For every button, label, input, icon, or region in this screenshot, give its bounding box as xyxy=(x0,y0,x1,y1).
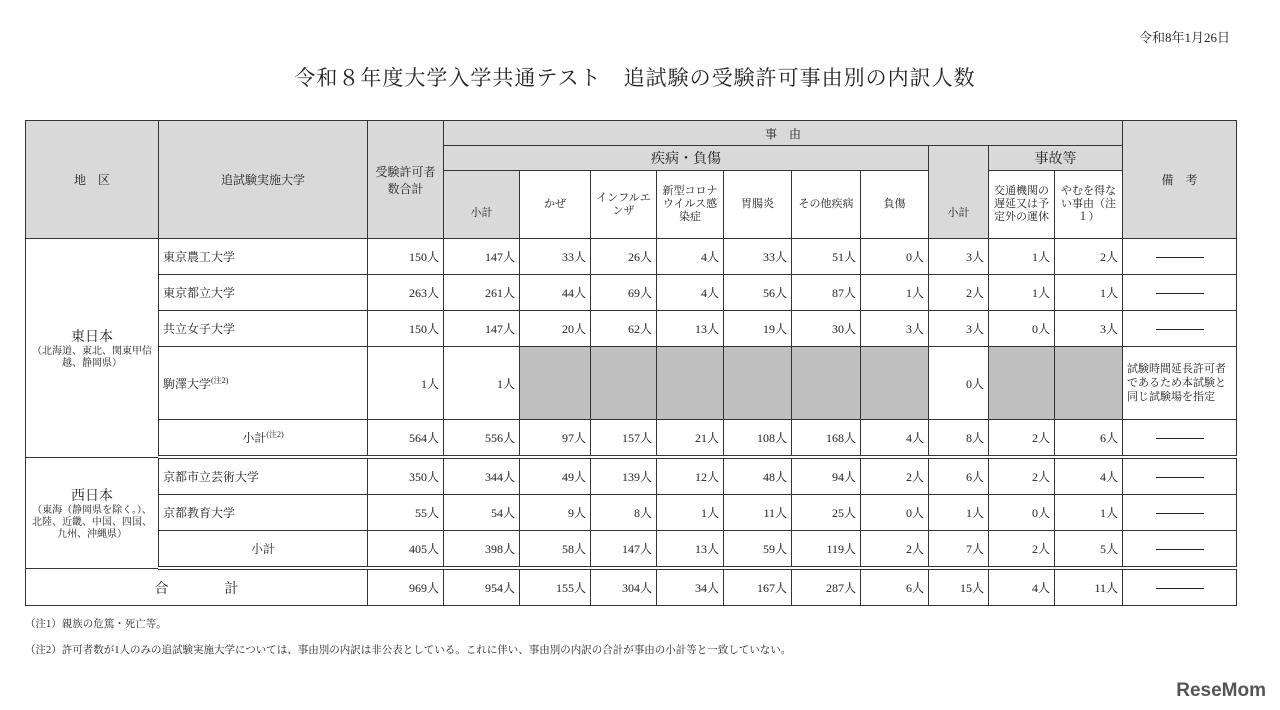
header-region: 地 区 xyxy=(26,121,159,239)
region-name: 西日本 xyxy=(71,488,113,504)
value-cell: 168人 xyxy=(792,420,861,458)
value-cell: 1人 xyxy=(989,275,1055,311)
header-gastro: 胃腸炎 xyxy=(724,171,792,239)
value-cell: 26人 xyxy=(591,239,657,275)
value-cell: 150人 xyxy=(368,311,444,347)
value-cell: 3人 xyxy=(929,239,989,275)
subtotal-cell: 1人 xyxy=(444,347,520,420)
header-other-illness: その他疾病 xyxy=(792,171,861,239)
header-accident-subtotal: 小計 xyxy=(929,146,989,239)
value-cell: 263人 xyxy=(368,275,444,311)
value-cell: 87人 xyxy=(792,275,861,311)
value-cell: 15人 xyxy=(929,568,989,606)
note-1: （注1）親族の危篤・死亡等。 xyxy=(25,619,167,630)
header-university: 追試験実施大学 xyxy=(159,121,368,239)
value-cell: 1人 xyxy=(929,495,989,531)
value-cell: 69人 xyxy=(591,275,657,311)
value-cell: 30人 xyxy=(792,311,861,347)
value-cell: 2人 xyxy=(929,275,989,311)
university-label: 共立女子大学 xyxy=(163,322,236,336)
remark-cell xyxy=(1123,457,1237,495)
value-cell: 58人 xyxy=(520,531,591,569)
remark-cell xyxy=(1123,275,1237,311)
value-cell: 6人 xyxy=(861,568,929,606)
value-cell: 94人 xyxy=(792,457,861,495)
value-cell: 25人 xyxy=(792,495,861,531)
value-cell: 564人 xyxy=(368,420,444,458)
note-ref: (注2) xyxy=(211,375,229,385)
university-name xyxy=(159,347,368,420)
remark-cell: 試験時間延長許可者であるため本試験と同じ試験場を指定 xyxy=(1123,347,1237,420)
value-cell: 167人 xyxy=(724,568,792,606)
value-cell: 150人 xyxy=(368,239,444,275)
table-row xyxy=(26,420,1237,458)
page-title: 令和８年度大学入学共通テスト 追試験の受験許可事由別の内訳人数 xyxy=(294,66,976,90)
value-cell: 13人 xyxy=(657,311,724,347)
university-name xyxy=(159,495,368,531)
value-cell: 3人 xyxy=(1055,311,1123,347)
value-cell: 56人 xyxy=(724,275,792,311)
undisclosed-cell xyxy=(1055,347,1123,420)
header-illness: 疾病・負傷 xyxy=(444,146,929,171)
value-cell: 4人 xyxy=(657,275,724,311)
undisclosed-cell xyxy=(591,347,657,420)
value-cell: 108人 xyxy=(724,420,792,458)
table-row xyxy=(26,457,1237,495)
table-row xyxy=(26,239,1237,275)
value-cell: 147人 xyxy=(444,311,520,347)
remark-cell xyxy=(1123,311,1237,347)
value-cell: 147人 xyxy=(444,239,520,275)
region-prefectures: （北海道、東北、関東甲信越、静岡県） xyxy=(32,345,152,369)
header-reason: 事 由 xyxy=(444,121,1123,146)
value-cell: 2人 xyxy=(989,457,1055,495)
value-cell: 55人 xyxy=(368,495,444,531)
region-east xyxy=(26,239,159,458)
value-cell: 155人 xyxy=(520,568,591,606)
university-name xyxy=(159,275,368,311)
header-accident: 事故等 xyxy=(989,146,1123,171)
notes xyxy=(25,612,791,664)
header-flu: インフルエンザ xyxy=(591,171,657,239)
value-cell: 304人 xyxy=(591,568,657,606)
undisclosed-cell xyxy=(657,347,724,420)
value-cell: 1人 xyxy=(1055,495,1123,531)
value-cell: 398人 xyxy=(444,531,520,569)
value-cell: 6人 xyxy=(929,457,989,495)
resemom-logo: ReseMom xyxy=(1176,680,1266,701)
value-cell: 157人 xyxy=(591,420,657,458)
grand-total-row xyxy=(26,568,1237,606)
value-cell: 2人 xyxy=(861,457,929,495)
value-cell: 0人 xyxy=(989,311,1055,347)
value-cell: 350人 xyxy=(368,457,444,495)
total-cell: 1人 xyxy=(368,347,444,420)
university-name xyxy=(159,311,368,347)
value-cell: 62人 xyxy=(591,311,657,347)
university-label: 京都市立芸術大学 xyxy=(163,470,260,484)
value-cell: 49人 xyxy=(520,457,591,495)
university-name xyxy=(159,531,368,569)
value-cell: 59人 xyxy=(724,531,792,569)
value-cell: 954人 xyxy=(444,568,520,606)
dash-mark xyxy=(1156,549,1204,550)
header-remarks: 備 考 xyxy=(1123,121,1237,239)
dash-mark xyxy=(1156,329,1204,330)
header-total: 受験許可者数合計 xyxy=(368,121,444,239)
value-cell: 119人 xyxy=(792,531,861,569)
value-cell: 51人 xyxy=(792,239,861,275)
value-cell: 33人 xyxy=(520,239,591,275)
value-cell: 11人 xyxy=(1055,568,1123,606)
remark-cell xyxy=(1123,568,1237,606)
value-cell: 9人 xyxy=(520,495,591,531)
value-cell: 2人 xyxy=(989,531,1055,569)
header-transport: 交通機関の遅延又は予定外の運休 xyxy=(989,171,1055,239)
university-label: 京都教育大学 xyxy=(163,506,236,520)
note-ref: (注2) xyxy=(266,430,284,439)
value-cell: 0人 xyxy=(861,495,929,531)
value-cell: 1人 xyxy=(1055,275,1123,311)
value-cell: 2人 xyxy=(989,420,1055,458)
value-cell: 54人 xyxy=(444,495,520,531)
value-cell: 556人 xyxy=(444,420,520,458)
value-cell: 0人 xyxy=(861,239,929,275)
grand-total-label: 合 計 xyxy=(26,568,368,606)
dash-mark xyxy=(1156,293,1204,294)
undisclosed-cell xyxy=(989,347,1055,420)
university-label: 東京都立大学 xyxy=(163,286,236,300)
value-cell: 3人 xyxy=(861,311,929,347)
value-cell: 34人 xyxy=(657,568,724,606)
remark-cell xyxy=(1123,239,1237,275)
university-name xyxy=(159,420,368,458)
value-cell: 8人 xyxy=(591,495,657,531)
value-cell: 261人 xyxy=(444,275,520,311)
value-cell: 344人 xyxy=(444,457,520,495)
header-unavoidable: やむを得ない事由（注１） xyxy=(1055,171,1123,239)
value-cell: 97人 xyxy=(520,420,591,458)
university-label: 東京農工大学 xyxy=(163,250,236,264)
value-cell: 2人 xyxy=(1055,239,1123,275)
university-label: 小計 xyxy=(242,431,267,445)
value-cell: 12人 xyxy=(657,457,724,495)
value-cell: 48人 xyxy=(724,457,792,495)
table-row xyxy=(26,531,1237,569)
undisclosed-cell xyxy=(520,347,591,420)
value-cell: 969人 xyxy=(368,568,444,606)
university-name xyxy=(159,239,368,275)
value-cell: 3人 xyxy=(929,311,989,347)
value-cell: 8人 xyxy=(929,420,989,458)
value-cell: 44人 xyxy=(520,275,591,311)
value-cell: 11人 xyxy=(724,495,792,531)
value-cell: 1人 xyxy=(861,275,929,311)
date: 令和8年1月26日 xyxy=(1138,30,1230,45)
value-cell: 4人 xyxy=(1055,457,1123,495)
dash-mark xyxy=(1156,513,1204,514)
header-subtotal: 小計 xyxy=(444,171,520,239)
undisclosed-cell xyxy=(861,347,929,420)
value-cell: 2人 xyxy=(861,531,929,569)
dash-mark xyxy=(1156,438,1204,439)
value-cell: 4人 xyxy=(861,420,929,458)
table-row xyxy=(26,347,1237,420)
value-cell: 7人 xyxy=(929,531,989,569)
region-west xyxy=(26,457,159,568)
university-name xyxy=(159,457,368,495)
value-cell: 4人 xyxy=(989,568,1055,606)
value-cell: 19人 xyxy=(724,311,792,347)
university-label: 駒澤大学 xyxy=(163,376,212,391)
dash-mark xyxy=(1156,257,1204,258)
value-cell: 6人 xyxy=(1055,420,1123,458)
header-cold: かぜ xyxy=(520,171,591,239)
breakdown-table xyxy=(25,120,1237,606)
region-name: 東日本 xyxy=(71,329,113,345)
region-prefectures: （東海（静岡県を除く。）、北陸、近畿、中国、四国、九州、沖縄県） xyxy=(32,504,152,540)
value-cell: 33人 xyxy=(724,239,792,275)
value-cell: 147人 xyxy=(591,531,657,569)
remark-cell xyxy=(1123,420,1237,458)
value-cell: 1人 xyxy=(657,495,724,531)
header-injury: 負傷 xyxy=(861,171,929,239)
value-cell: 287人 xyxy=(792,568,861,606)
university-label: 小計 xyxy=(250,542,275,556)
header-covid: 新型コロナウイルス感染症 xyxy=(657,171,724,239)
value-cell: 0人 xyxy=(989,495,1055,531)
table-row xyxy=(26,495,1237,531)
note-2: （注2）許可者数が1人のみの追試験実施大学については、事由別の内訳は非公表としている。これに伴い、事由別の内訳の合計が事由の小計等と一致していない。 xyxy=(25,645,792,656)
dash-mark xyxy=(1156,588,1204,589)
value-cell: 5人 xyxy=(1055,531,1123,569)
dash-mark xyxy=(1156,477,1204,478)
value-cell: 21人 xyxy=(657,420,724,458)
accident-subtotal-cell: 0人 xyxy=(929,347,989,420)
value-cell: 4人 xyxy=(657,239,724,275)
remark-cell xyxy=(1123,531,1237,569)
table-row xyxy=(26,275,1237,311)
table-row xyxy=(26,311,1237,347)
value-cell: 139人 xyxy=(591,457,657,495)
remark-cell xyxy=(1123,495,1237,531)
value-cell: 20人 xyxy=(520,311,591,347)
value-cell: 405人 xyxy=(368,531,444,569)
value-cell: 13人 xyxy=(657,531,724,569)
value-cell: 1人 xyxy=(989,239,1055,275)
undisclosed-cell xyxy=(724,347,792,420)
undisclosed-cell xyxy=(792,347,861,420)
